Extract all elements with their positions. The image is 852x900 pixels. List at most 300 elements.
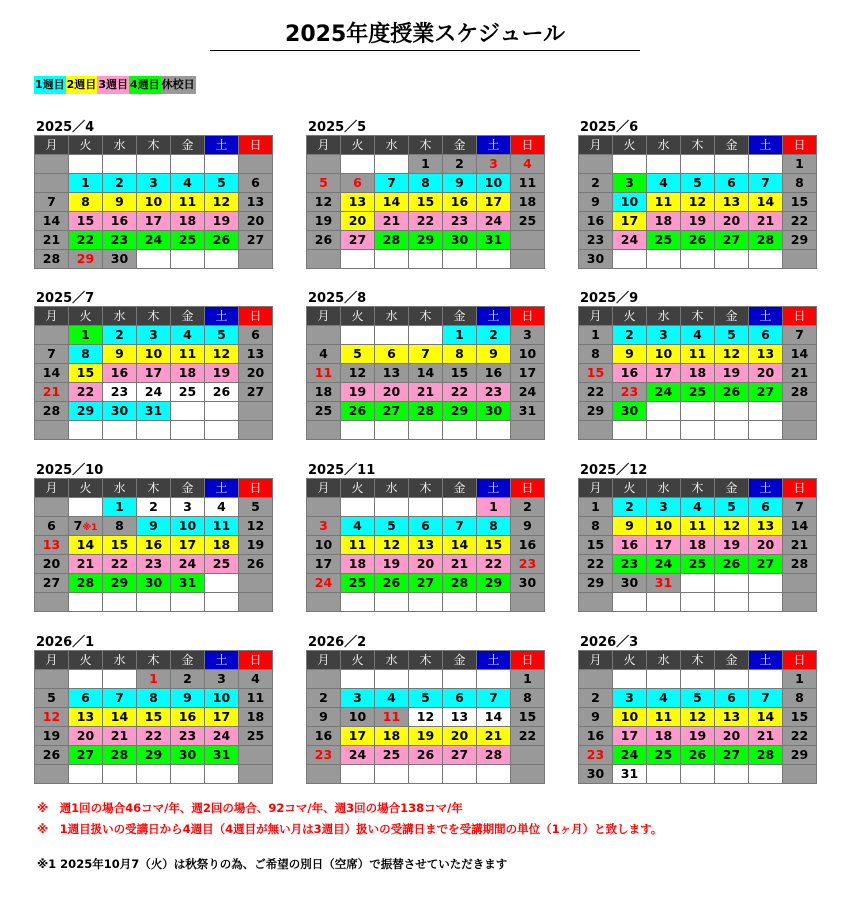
day-number: 21 [382,213,401,228]
empty-cell [443,765,477,784]
weekday-header: 土 [205,651,239,670]
day-number: 29 [416,232,435,247]
day-cell [375,555,409,574]
empty-cell [137,765,171,784]
empty-cell [69,155,103,174]
empty-cell [137,593,171,612]
day-number: 16 [450,194,469,209]
day-cell [613,555,647,574]
day-number: 18 [654,728,673,743]
day-number: 27 [76,747,95,762]
day-cell [375,212,409,231]
empty-cell [375,670,409,689]
day-number: 9 [625,518,634,533]
day-cell [341,364,375,383]
day-number: 7 [47,346,56,361]
day-cell [783,326,817,345]
day-number: 26 [722,384,741,399]
day-cell [511,326,545,345]
day-number: 10 [620,709,639,724]
day-number: 28 [790,556,809,571]
day-number: 7 [47,194,56,209]
weekday-header: 月 [35,136,69,155]
day-number: 23 [586,747,605,762]
day-number: 2 [625,499,634,514]
day-number: 30 [620,575,639,590]
day-number: 5 [421,690,430,705]
empty-cell [749,593,783,612]
empty-cell [511,250,545,269]
day-cell [647,536,681,555]
empty-cell [205,155,239,174]
empty-cell [409,670,443,689]
day-number: 28 [756,232,775,247]
month-grid [578,650,817,784]
day-number: 30 [620,403,639,418]
day-number: 27 [722,232,741,247]
day-number: 23 [450,213,469,228]
day-cell [647,517,681,536]
day-number: 10 [518,346,537,361]
day-number: 2 [523,499,532,514]
note-october-festival: ※1 2025年10月7（火）は秋祭りの為、ご希望の別日（空席）で振替させていただきます [37,857,508,871]
weekday-header: 金 [715,307,749,326]
day-cell [137,727,171,746]
day-cell [69,574,103,593]
day-cell [69,231,103,250]
day-cell [205,727,239,746]
day-cell [613,517,647,536]
month-title: 2026／1 [36,635,95,650]
day-cell [375,174,409,193]
day-cell [783,727,817,746]
day-cell [137,689,171,708]
day-cell [137,383,171,402]
day-cell [477,402,511,421]
day-cell [647,574,681,593]
day-cell [137,364,171,383]
day-cell [579,231,613,250]
day-number: 12 [688,709,707,724]
weekday-header: 月 [307,479,341,498]
day-number: 8 [81,346,90,361]
day-number: 27 [756,556,775,571]
day-number: 31 [212,747,231,762]
weekday-header: 日 [511,479,545,498]
day-number: 19 [246,537,265,552]
day-number: 6 [727,175,736,190]
empty-cell [477,421,511,440]
day-number: 13 [246,194,265,209]
day-cell [613,574,647,593]
legend-week2: 2週目 [66,76,98,94]
day-number: 25 [688,556,707,571]
day-cell [35,746,69,765]
day-number: 12 [416,709,435,724]
day-number: 26 [314,232,333,247]
day-cell [681,517,715,536]
day-cell [681,498,715,517]
day-cell [35,193,69,212]
month-grid [578,478,817,612]
empty-cell [443,421,477,440]
day-number: 1 [591,327,600,342]
weekday-header: 土 [205,307,239,326]
day-cell [511,727,545,746]
weekday-header: 水 [375,136,409,155]
day-cell [409,708,443,727]
empty-cell [69,765,103,784]
day-cell [647,689,681,708]
empty-cell [171,421,205,440]
day-number: 13 [756,346,775,361]
day-number: 10 [620,194,639,209]
day-cell [749,383,783,402]
day-cell [477,727,511,746]
day-cell [715,498,749,517]
day-cell [103,193,137,212]
day-cell [613,708,647,727]
day-number: 25 [382,747,401,762]
day-cell [681,345,715,364]
day-cell [613,345,647,364]
day-number: 22 [790,728,809,743]
empty-cell [171,765,205,784]
day-cell [647,727,681,746]
day-cell [171,345,205,364]
day-cell [715,174,749,193]
day-cell [307,727,341,746]
day-number: 24 [484,213,503,228]
day-cell [511,517,545,536]
day-cell [205,364,239,383]
empty-cell [443,670,477,689]
weekday-header: 火 [69,479,103,498]
day-cell [205,498,239,517]
empty-cell [375,250,409,269]
weekday-header: 金 [715,651,749,670]
empty-cell [613,593,647,612]
day-number: 24 [348,747,367,762]
day-cell [171,193,205,212]
weekday-header: 木 [137,479,171,498]
weekday-header: 水 [375,479,409,498]
day-number: 26 [382,575,401,590]
weekday-header: 木 [409,136,443,155]
day-cell [477,555,511,574]
day-number: 2 [149,499,158,514]
day-number: 12 [722,518,741,533]
day-cell [511,402,545,421]
day-number: 18 [178,213,197,228]
weekday-header: 水 [647,307,681,326]
weekday-header: 土 [477,136,511,155]
day-number: 7 [387,175,396,190]
day-cell [613,402,647,421]
day-number: 17 [144,213,163,228]
weekday-header: 土 [205,479,239,498]
day-cell [715,708,749,727]
day-number: 18 [178,365,197,380]
day-cell [307,231,341,250]
day-cell [103,498,137,517]
weekday-header: 火 [613,136,647,155]
day-number: 1 [81,175,90,190]
empty-cell [613,421,647,440]
day-number: 27 [246,384,265,399]
empty-cell [239,574,273,593]
day-number: 5 [217,175,226,190]
day-cell [239,174,273,193]
day-cell [103,746,137,765]
day-number: 5 [251,499,260,514]
day-number: 24 [518,384,537,399]
day-number: 3 [625,175,634,190]
empty-cell [35,326,69,345]
weekday-header: 木 [409,479,443,498]
day-cell [443,517,477,536]
day-number: 17 [484,194,503,209]
day-number: 22 [76,232,95,247]
day-number: 31 [518,403,537,418]
day-number: 22 [76,384,95,399]
empty-cell [239,402,273,421]
day-cell [749,689,783,708]
day-cell [341,708,375,727]
day-number: 25 [212,556,231,571]
day-number: 16 [110,213,129,228]
day-cell [137,231,171,250]
day-cell [613,326,647,345]
day-number: 9 [149,518,158,533]
day-cell [579,326,613,345]
empty-cell [341,498,375,517]
day-cell [409,727,443,746]
day-cell [715,193,749,212]
day-cell [69,326,103,345]
day-number: 30 [178,747,197,762]
day-number: 6 [251,327,260,342]
day-number: 18 [688,365,707,380]
notes [37,798,837,875]
day-cell [375,364,409,383]
day-cell [375,402,409,421]
day-cell [205,193,239,212]
empty-cell [341,421,375,440]
empty-cell [409,593,443,612]
day-cell [239,326,273,345]
empty-cell [647,593,681,612]
legend-week4: 4週目 [129,76,161,94]
day-number: 19 [348,384,367,399]
day-cell [137,345,171,364]
day-cell [715,212,749,231]
day-cell [239,383,273,402]
empty-cell [205,402,239,421]
empty-cell [35,765,69,784]
empty-cell [137,250,171,269]
empty-cell [783,593,817,612]
day-number: 16 [518,537,537,552]
empty-cell [205,421,239,440]
day-number: 9 [183,690,192,705]
day-number: 19 [416,728,435,743]
weekday-header: 火 [341,479,375,498]
day-number: 27 [348,232,367,247]
day-number: 6 [727,690,736,705]
day-number: 23 [620,556,639,571]
day-number: 29 [586,403,605,418]
day-cell [477,231,511,250]
day-cell [239,212,273,231]
empty-cell [69,498,103,517]
day-cell [681,231,715,250]
day-cell [749,727,783,746]
weekday-header: 月 [35,307,69,326]
day-number: 6 [421,518,430,533]
day-cell [375,727,409,746]
day-cell [35,555,69,574]
day-number: 25 [348,575,367,590]
day-cell [69,746,103,765]
day-number: 11 [246,690,265,705]
day-number: 5 [727,327,736,342]
day-number: 26 [688,747,707,762]
day-cell [783,708,817,727]
day-number: 14 [42,213,61,228]
day-number: 6 [387,346,396,361]
empty-cell [477,250,511,269]
day-cell [205,746,239,765]
month-title: 2025／10 [36,463,104,478]
day-number: 21 [42,232,61,247]
day-number: 21 [790,365,809,380]
empty-cell [341,670,375,689]
day-cell [409,689,443,708]
day-cell [171,212,205,231]
day-number: 10 [144,194,163,209]
day-number: 7 [421,346,430,361]
day-number: 10 [654,518,673,533]
day-number: 10 [654,346,673,361]
day-number: 29 [450,403,469,418]
empty-cell [341,765,375,784]
day-cell [681,708,715,727]
day-number: 7 [795,499,804,514]
weekday-header: 木 [681,307,715,326]
day-number: 8 [115,518,124,533]
day-cell [715,746,749,765]
empty-cell [443,250,477,269]
day-number: 8 [149,690,158,705]
weekday-header: 土 [477,307,511,326]
weekday-header: 月 [579,307,613,326]
day-number: 20 [722,728,741,743]
weekday-header: 土 [477,479,511,498]
empty-cell [681,250,715,269]
day-number: 28 [76,575,95,590]
day-number: 1 [795,156,804,171]
day-cell [681,174,715,193]
day-cell [171,555,205,574]
empty-cell [783,250,817,269]
day-number: 2 [319,690,328,705]
day-number: 5 [353,346,362,361]
day-number: 17 [144,365,163,380]
day-cell [409,364,443,383]
day-cell [375,383,409,402]
day-number: 8 [795,690,804,705]
day-number: 3 [625,690,634,705]
empty-cell [715,670,749,689]
day-number: 8 [523,690,532,705]
day-cell [477,212,511,231]
note-lessons-per-year: ※ 週1回の場合46コマ/年、週2回の場合、92コマ/年、週3回の場合138コマ/年 [37,801,463,815]
day-number: 4 [183,327,192,342]
day-cell [647,708,681,727]
day-number: 30 [144,575,163,590]
month-grid [306,135,545,269]
day-number: 29 [110,575,129,590]
day-cell [783,193,817,212]
empty-cell [613,155,647,174]
day-cell [511,193,545,212]
day-cell [409,155,443,174]
day-cell [69,555,103,574]
day-number: 17 [654,537,673,552]
day-cell [375,746,409,765]
day-number: 20 [246,213,265,228]
day-number: 15 [790,194,809,209]
day-cell [409,193,443,212]
day-cell [35,364,69,383]
day-number: 31 [144,403,163,418]
empty-cell [647,421,681,440]
day-cell [511,383,545,402]
day-cell [35,402,69,421]
day-number: 29 [76,403,95,418]
empty-cell [69,670,103,689]
weekday-header: 日 [783,136,817,155]
day-number: 30 [484,403,503,418]
day-number: 11 [688,518,707,533]
day-number: 23 [110,232,129,247]
day-cell [205,231,239,250]
empty-cell [341,250,375,269]
day-number: 30 [110,251,129,266]
day-cell [409,231,443,250]
day-number: 26 [212,232,231,247]
day-cell [681,689,715,708]
day-cell [409,345,443,364]
day-number: 25 [178,232,197,247]
day-cell [511,536,545,555]
empty-cell [137,155,171,174]
day-number: 9 [489,346,498,361]
day-number: 25 [654,232,673,247]
day-number: 8 [591,518,600,533]
day-cell [307,689,341,708]
day-cell [477,155,511,174]
day-cell [307,174,341,193]
day-number: 25 [518,213,537,228]
day-cell [205,212,239,231]
day-cell [749,555,783,574]
empty-cell [171,250,205,269]
day-cell [205,517,239,536]
day-number: 17 [620,213,639,228]
day-cell [103,727,137,746]
